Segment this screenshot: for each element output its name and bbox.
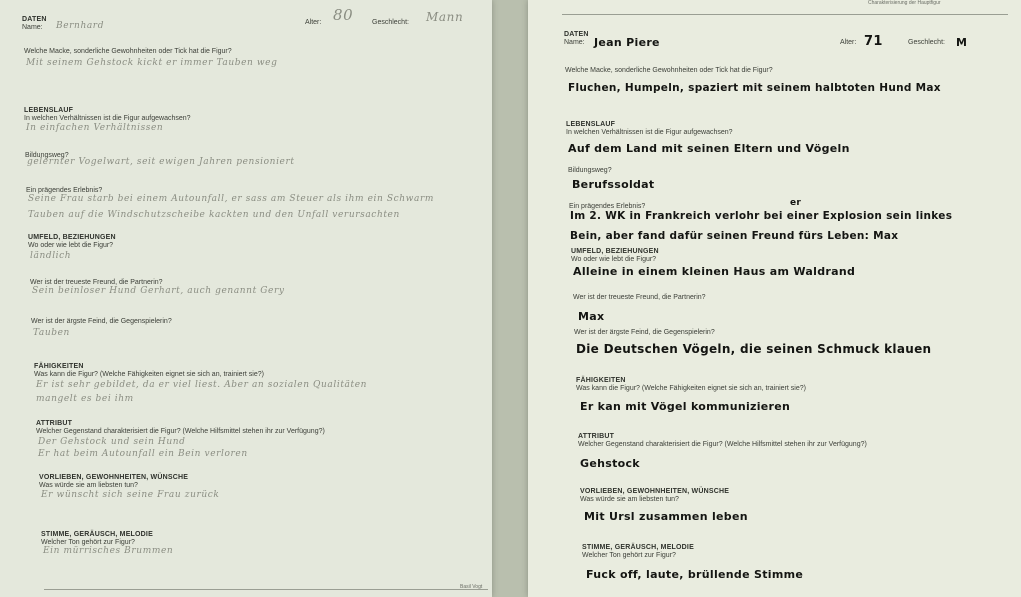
name-label: Name: [22,24,43,31]
stimme-heading: STIMME, GERÄUSCH, MELODIE [582,544,694,551]
footer-rule [44,589,488,590]
erlebnis-answer-2: Tauben auf die Windschutzscheibe kackten und den Unfall verursachten [28,210,400,220]
wo-answer: ländlich [30,251,72,261]
macke-answer: Fluchen, Humpeln, spaziert mit seinem halbtoten Hund Max [568,82,941,94]
bildungsweg-answer: gelernter Vogelwart, seit ewigen Jahren pensioniert [27,157,295,167]
vorlieben-heading: VORLIEBEN, GEWOHNHEITEN, WÜNSCHE [39,474,189,481]
faehigkeiten-answer: Er kan mit Vögel kommunizieren [580,400,791,413]
character-sheet-left [0,0,492,597]
attribut-answer: Gehstock [580,457,640,470]
attribut-question: Welcher Gegenstand charakterisiert die Figur? (Welche Hilfsmittel stehen ihr zur Verfügung?) [578,441,867,448]
lebenslauf-heading: LEBENSLAUF [566,121,616,128]
alter-label: Alter: [840,39,857,46]
footer-author: Basil Vogt [460,584,483,590]
daten-heading: DATEN [564,31,589,38]
erlebnis-answer-1: Seine Frau starb bei einem Autounfall, er sass am Steuer als ihm ein Schwarm [28,194,434,204]
erlebnis-insert: er [790,198,802,208]
faehigkeiten-question: Was kann die Figur? (Welche Fähigkeiten eignet sie sich an, trainiert sie?) [576,385,806,392]
attribut-heading: ATTRIBUT [36,420,73,427]
attribut-heading: ATTRIBUT [578,433,615,440]
faehigkeiten-answer-2: mangelt es bei ihm [36,394,134,404]
feind-answer: Die Deutschen Vögeln, die seinen Schmuck klauen [576,342,932,356]
stimme-question: Welcher Ton gehört zur Figur? [41,539,135,546]
freund-question: Wer ist der treueste Freund, die Partnerin? [573,294,706,301]
bildungsweg-question: Bildungsweg? [25,152,69,159]
freund-question: Wer ist der treueste Freund, die Partnerin? [30,279,163,286]
feind-answer: Tauben [33,328,70,338]
geschlecht-label: Geschlecht: [372,19,409,26]
geschlecht-value: Mann [426,10,464,24]
faehigkeiten-answer-1: Er ist sehr gebildet, da er viel liest. Aber an sozialen Qualitäten [36,380,368,390]
vorlieben-question: Was würde sie am liebsten tun? [39,482,138,489]
faehigkeiten-heading: FÄHIGKEITEN [34,363,84,370]
erlebnis-answer-2: Bein, aber fand dafür seinen Freund fürs Leben: Max [570,230,899,242]
erlebnis-question: Ein prägendes Erlebnis? [569,203,646,210]
verhaeltnisse-answer: In einfachen Verhältnissen [26,123,164,133]
attribut-question: Welcher Gegenstand charakterisiert die Figur? (Welche Hilfsmittel stehen ihr zur Verfügung?) [36,428,325,435]
umfeld-heading: UMFELD, BEZIEHUNGEN [28,234,116,241]
attribut-answer-1: Der Gehstock und sein Hund [38,437,186,447]
umfeld-heading: UMFELD, BEZIEHUNGEN [571,248,659,255]
alter-value: 80 [333,6,354,24]
erlebnis-answer-1: Im 2. WK in Frankreich verlohr bei einer Explosion sein linkes [570,210,953,222]
lebenslauf-heading: LEBENSLAUF [24,107,74,114]
verhaeltnisse-question: In welchen Verhältnissen ist die Figur aufgewachsen? [566,129,733,136]
macke-answer: Mit seinem Gehstock kickt er immer Tauben weg [26,58,278,68]
character-sheet-right [528,0,1021,597]
vorlieben-answer: Mit Ursl zusammen leben [584,510,748,523]
wo-question: Wo oder wie lebt die Figur? [28,242,114,249]
alter-value: 71 [864,34,883,49]
wo-answer: Alleine in einem kleinen Haus am Waldrand [573,265,856,278]
faehigkeiten-question: Was kann die Figur? (Welche Fähigkeiten eignet sie sich an, trainiert sie?) [34,371,264,378]
stimme-heading: STIMME, GERÄUSCH, MELODIE [41,531,153,538]
faehigkeiten-heading: FÄHIGKEITEN [576,377,626,384]
header-rule [562,14,1008,15]
macke-question: Welche Macke, sonderliche Gewohnheiten oder Tick hat die Figur? [24,48,232,55]
vorlieben-answer: Er wünscht sich seine Frau zurück [41,490,220,500]
feind-question: Wer ist der ärgste Feind, die Gegenspielerin? [31,318,172,325]
daten-heading: DATEN [22,16,47,23]
verhaeltnisse-question: In welchen Verhältnissen ist die Figur aufgewachsen? [24,115,191,122]
stimme-question: Welcher Ton gehört zur Figur? [582,552,676,559]
vorlieben-heading: VORLIEBEN, GEWOHNHEITEN, WÜNSCHE [580,488,730,495]
name-value: Bernhard [56,21,105,31]
stimme-answer: Fuck off, laute, brüllende Stimme [586,568,804,581]
vorlieben-question: Was würde sie am liebsten tun? [580,496,679,503]
stimme-answer: Ein mürrisches Brummen [43,546,174,556]
bildungsweg-question: Bildungsweg? [568,167,612,174]
geschlecht-value: M [956,36,968,49]
header-note: Charakterisierung der Hauptfigur [868,0,941,6]
freund-answer: Sein beinloser Hund Gerhart, auch genannt Gery [32,286,285,296]
attribut-answer-2: Er hat beim Autounfall ein Bein verloren [38,449,248,459]
erlebnis-question: Ein prägendes Erlebnis? [26,187,103,194]
name-value: Jean Piere [594,36,660,49]
feind-question: Wer ist der ärgste Feind, die Gegenspielerin? [574,329,715,336]
geschlecht-label: Geschlecht: [908,39,945,46]
alter-label: Alter: [305,19,322,26]
bildungsweg-answer: Berufssoldat [572,178,655,191]
freund-answer: Max [578,310,605,323]
macke-question: Welche Macke, sonderliche Gewohnheiten oder Tick hat die Figur? [565,67,773,74]
verhaeltnisse-answer: Auf dem Land mit seinen Eltern und Vögeln [568,142,850,155]
wo-question: Wo oder wie lebt die Figur? [571,256,657,263]
name-label: Name: [564,39,585,46]
